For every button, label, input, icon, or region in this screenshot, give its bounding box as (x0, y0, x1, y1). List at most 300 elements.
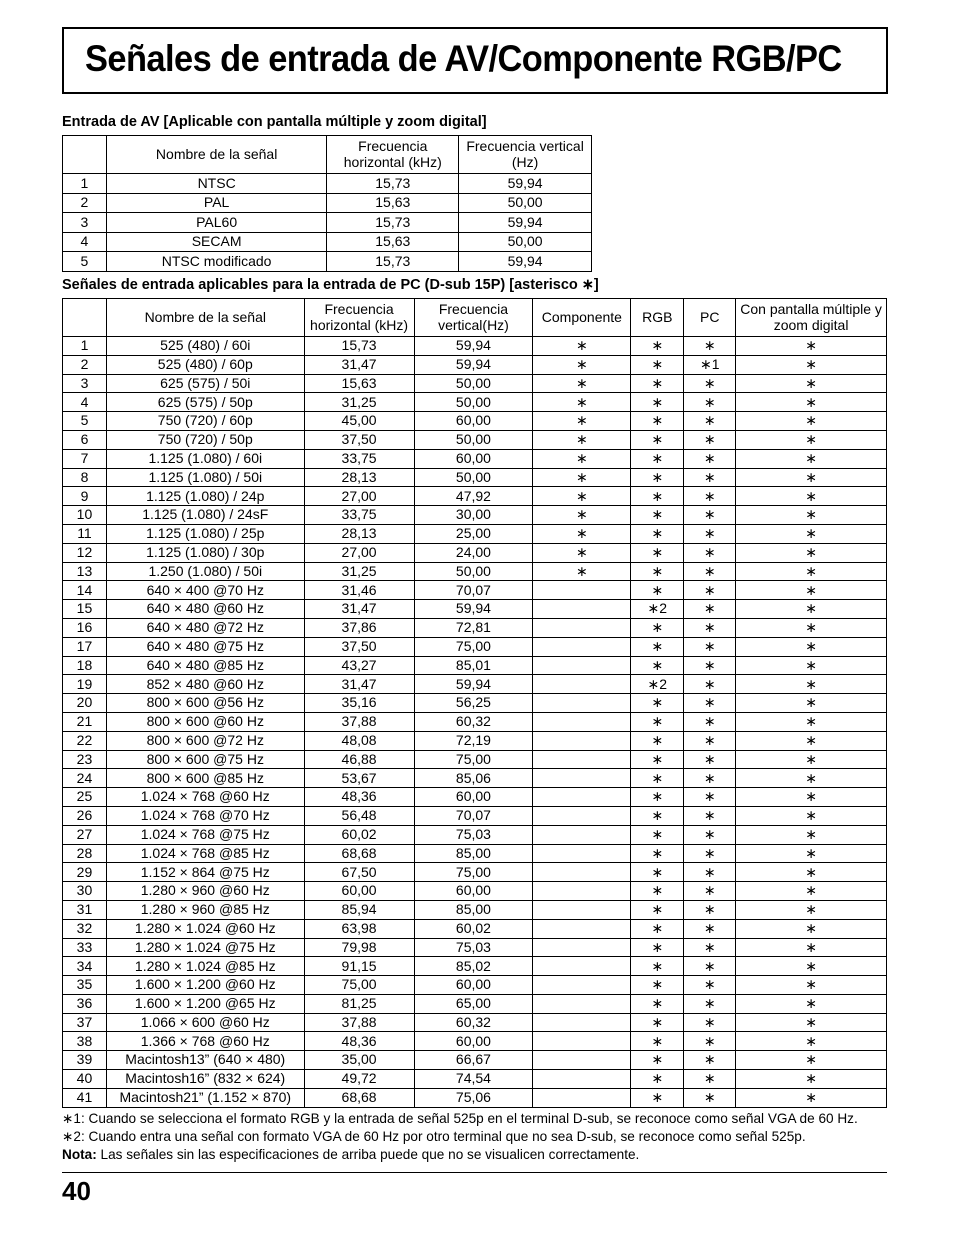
pc-table-cell: ∗ (631, 882, 684, 901)
pc-table-cell: ∗ (684, 1051, 736, 1070)
pc-table-cell: ∗ (631, 468, 684, 487)
pc-table-cell: ∗ (736, 844, 887, 863)
pc-table-cell: ∗ (684, 976, 736, 995)
pc-table-cell: 24,00 (414, 543, 533, 562)
pc-table-cell: ∗ (684, 562, 736, 581)
av-table-cell: 59,94 (459, 213, 592, 233)
pc-table-cell: 56,25 (414, 694, 533, 713)
pc-table-cell: 60,00 (414, 882, 533, 901)
pc-table-cell: ∗ (736, 863, 887, 882)
av-table-row (63, 193, 592, 213)
pc-table-cell: 1.066 × 600 @60 Hz (106, 1013, 304, 1032)
pc-table-cell: ∗ (736, 487, 887, 506)
pc-table-cell: 37 (63, 1013, 107, 1032)
pc-table-cell: ∗ (631, 355, 684, 374)
pc-table-cell: ∗ (736, 1032, 887, 1051)
pc-table-cell (533, 844, 631, 863)
pc-table-cell: 41 (63, 1088, 107, 1107)
pc-table-cell: ∗ (631, 581, 684, 600)
av-header-cell: Nombre de la señal (106, 136, 327, 174)
pc-table-cell: 5 (63, 412, 107, 431)
pc-table-cell: 10 (63, 506, 107, 525)
pc-table-cell: ∗ (533, 468, 631, 487)
av-table-cell: SECAM (106, 232, 327, 252)
pc-table-row (63, 694, 887, 713)
pc-table-cell: ∗ (631, 656, 684, 675)
pc-table-cell: ∗ (736, 393, 887, 412)
pc-header-cell: Nombre de la señal (106, 299, 304, 337)
pc-table-cell: 33,75 (304, 506, 414, 525)
pc-table-cell: 12 (63, 543, 107, 562)
pc-table-cell: ∗ (736, 788, 887, 807)
pc-table-cell: 750 (720) / 50p (106, 430, 304, 449)
pc-table-cell: 1.125 (1.080) / 25p (106, 524, 304, 543)
pc-table-cell: ∗ (684, 524, 736, 543)
pc-table-cell: 81,25 (304, 994, 414, 1013)
pc-table-cell: Macintosh13” (640 × 480) (106, 1051, 304, 1070)
pc-table-cell: ∗ (684, 882, 736, 901)
pc-table-cell: 75,06 (414, 1088, 533, 1107)
pc-table-cell: 17 (63, 637, 107, 656)
pc-table-cell: ∗ (736, 882, 887, 901)
pc-table-cell: 60,00 (414, 412, 533, 431)
pc-table-cell: ∗ (684, 618, 736, 637)
pc-table-cell: 29 (63, 863, 107, 882)
pc-table-cell: ∗ (631, 694, 684, 713)
pc-table-cell: 1.280 × 960 @85 Hz (106, 900, 304, 919)
av-table-cell: 15,63 (327, 193, 459, 213)
av-table-cell: 15,73 (327, 252, 459, 272)
pc-table-cell: ∗ (736, 750, 887, 769)
pc-table-cell: 13 (63, 562, 107, 581)
pc-table-row (63, 1088, 887, 1107)
pc-table-cell: ∗ (736, 1013, 887, 1032)
pc-table-cell: 45,00 (304, 412, 414, 431)
pc-table-cell: 28 (63, 844, 107, 863)
pc-table-row (63, 882, 887, 901)
page-number: 40 (62, 1176, 91, 1206)
footnote-nota (62, 1147, 639, 1162)
pc-table-cell (533, 994, 631, 1013)
pc-table-cell (533, 731, 631, 750)
pc-table-row (63, 957, 887, 976)
pc-table-cell: 22 (63, 731, 107, 750)
pc-table-cell: 60,00 (414, 449, 533, 468)
pc-table-cell: 1.125 (1.080) / 24p (106, 487, 304, 506)
pc-table-cell: ∗1 (684, 355, 736, 374)
pc-table-row (63, 374, 887, 393)
pc-table-cell: 1 (63, 337, 107, 356)
pc-table-cell: 15,63 (304, 374, 414, 393)
pc-table-cell: 60,00 (414, 976, 533, 995)
pc-table-row (63, 788, 887, 807)
pc-table-cell: 1.600 × 1.200 @65 Hz (106, 994, 304, 1013)
pc-table-cell: 75,00 (414, 637, 533, 656)
pc-table-cell: 31,25 (304, 393, 414, 412)
pc-table-cell: 46,88 (304, 750, 414, 769)
pc-table-cell: 640 × 480 @60 Hz (106, 600, 304, 619)
pc-table-cell: 1.024 × 768 @75 Hz (106, 825, 304, 844)
pc-table-cell: ∗ (736, 1070, 887, 1089)
pc-table-cell: 63,98 (304, 919, 414, 938)
pc-table-row (63, 1032, 887, 1051)
page-title: Señales de entrada de AV/Componente RGB/PC (85, 38, 842, 79)
pc-table-cell (533, 882, 631, 901)
pc-table-cell: ∗ (684, 1013, 736, 1032)
pc-table-cell: ∗ (684, 600, 736, 619)
pc-table-cell: 74,54 (414, 1070, 533, 1089)
pc-table-row (63, 919, 887, 938)
pc-table-cell: ∗ (631, 806, 684, 825)
pc-table-cell: 37,50 (304, 430, 414, 449)
pc-table-cell: ∗ (684, 487, 736, 506)
av-table-row (63, 213, 592, 233)
pc-table-cell: ∗ (736, 806, 887, 825)
pc-table-cell: ∗ (736, 449, 887, 468)
pc-table-cell: ∗ (684, 1088, 736, 1107)
pc-table-cell: ∗ (684, 543, 736, 562)
pc-table-cell: 43,27 (304, 656, 414, 675)
pc-table-row (63, 731, 887, 750)
pc-table-row (63, 976, 887, 995)
pc-table-cell: 53,67 (304, 769, 414, 788)
nota-label: Nota: (62, 1147, 97, 1162)
pc-table-cell (533, 618, 631, 637)
pc-table-cell: ∗ (631, 487, 684, 506)
pc-table-cell: ∗ (684, 337, 736, 356)
av-table-cell: 2 (63, 193, 107, 213)
pc-table-cell: ∗ (736, 637, 887, 656)
pc-table-cell (533, 1051, 631, 1070)
pc-table-cell: 47,92 (414, 487, 533, 506)
av-table-caption: Entrada de AV [Aplicable con pantalla múltiple y zoom digital] (62, 114, 487, 130)
pc-table-cell: 15 (63, 600, 107, 619)
pc-table-cell: ∗ (684, 900, 736, 919)
pc-table-cell: ∗ (631, 430, 684, 449)
av-table-cell: 15,73 (327, 213, 459, 233)
nota-text: Las señales sin las especificaciones de arriba puede que no se visualicen correctamente. (96, 1147, 640, 1162)
av-table-row (63, 174, 592, 194)
pc-header-cell: PC (684, 299, 736, 337)
av-table-cell: 1 (63, 174, 107, 194)
pc-table-cell: ∗ (736, 430, 887, 449)
pc-table-row (63, 1013, 887, 1032)
pc-table-cell: 39 (63, 1051, 107, 1070)
pc-table-cell: 68,68 (304, 844, 414, 863)
pc-table-cell: ∗ (684, 675, 736, 694)
pc-table-cell: ∗ (736, 731, 887, 750)
pc-table-cell: ∗ (684, 1070, 736, 1089)
pc-table-cell: ∗ (533, 487, 631, 506)
footnote-2: ∗2: Cuando entra una señal con formato VGA de 60 Hz por otro terminal que no sea D-sub, se reconoce como señal 525p. (62, 1129, 806, 1144)
av-header-cell: Frecuencia horizontal (kHz) (327, 136, 459, 174)
pc-table-row (63, 825, 887, 844)
pc-table-cell: 85,94 (304, 900, 414, 919)
pc-table-cell: 70,07 (414, 581, 533, 600)
av-table-cell: 4 (63, 232, 107, 252)
pc-table-cell: 31 (63, 900, 107, 919)
pc-table-cell: ∗ (533, 449, 631, 468)
pc-table-cell: ∗ (736, 618, 887, 637)
pc-table-cell: ∗ (631, 957, 684, 976)
pc-table-cell: 50,00 (414, 468, 533, 487)
pc-table-cell: ∗ (736, 976, 887, 995)
pc-table-cell: ∗ (736, 355, 887, 374)
av-table-row (63, 252, 592, 272)
pc-table-cell: 85,00 (414, 844, 533, 863)
pc-table-cell: 27,00 (304, 487, 414, 506)
pc-table-cell: ∗ (736, 543, 887, 562)
pc-table-cell: 37,88 (304, 712, 414, 731)
pc-table-cell: ∗ (684, 468, 736, 487)
pc-table-cell: 1.280 × 1.024 @85 Hz (106, 957, 304, 976)
av-table-cell: 15,73 (327, 174, 459, 194)
pc-table-cell: 18 (63, 656, 107, 675)
pc-table-cell: 72,81 (414, 618, 533, 637)
av-table-cell: 59,94 (459, 174, 592, 194)
pc-table-cell: 60,00 (304, 882, 414, 901)
pc-table-cell: ∗ (736, 468, 887, 487)
pc-header-cell (63, 299, 107, 337)
pc-table-cell: 852 × 480 @60 Hz (106, 675, 304, 694)
pc-table-cell: ∗ (736, 562, 887, 581)
av-table-cell: 3 (63, 213, 107, 233)
pc-table-cell: 50,00 (414, 562, 533, 581)
pc-table-cell: ∗ (631, 863, 684, 882)
pc-table-cell: ∗ (631, 750, 684, 769)
pc-table-cell (533, 750, 631, 769)
pc-table-cell (533, 1032, 631, 1051)
pc-table-caption: Señales de entrada aplicables para la entrada de PC (D-sub 15P) [asterisco ∗] (62, 277, 599, 293)
pc-table-cell: ∗ (631, 1070, 684, 1089)
pc-table-cell: ∗ (684, 788, 736, 807)
pc-table-cell: 1.280 × 960 @60 Hz (106, 882, 304, 901)
av-table-cell: 59,94 (459, 252, 592, 272)
pc-table-cell: ∗ (533, 374, 631, 393)
pc-table-cell: 75,00 (414, 863, 533, 882)
pc-table-cell: ∗ (684, 938, 736, 957)
pc-table-cell: ∗ (631, 412, 684, 431)
pc-table-cell: ∗ (684, 694, 736, 713)
pc-table-cell: ∗ (533, 412, 631, 431)
pc-table-cell: ∗ (684, 844, 736, 863)
pc-table-row (63, 618, 887, 637)
pc-table-cell: ∗ (631, 449, 684, 468)
pc-table-cell: 75,03 (414, 938, 533, 957)
pc-table-cell: ∗ (684, 731, 736, 750)
pc-table-cell: 48,36 (304, 1032, 414, 1051)
pc-table-cell: 1.280 × 1.024 @60 Hz (106, 919, 304, 938)
pc-table-cell: 1.024 × 768 @60 Hz (106, 788, 304, 807)
av-table-cell: PAL (106, 193, 327, 213)
pc-table-cell: ∗ (736, 675, 887, 694)
pc-table-cell: 1.125 (1.080) / 30p (106, 543, 304, 562)
pc-table-cell: 70,07 (414, 806, 533, 825)
pc-table-row (63, 449, 887, 468)
pc-table-cell: ∗ (684, 374, 736, 393)
pc-table-cell: ∗ (736, 524, 887, 543)
pc-table-cell: ∗ (631, 562, 684, 581)
av-table-cell: NTSC modificado (106, 252, 327, 272)
pc-table-cell: ∗ (631, 788, 684, 807)
pc-table-cell: 6 (63, 430, 107, 449)
pc-table-cell (533, 825, 631, 844)
pc-table-cell: 625 (575) / 50i (106, 374, 304, 393)
pc-table-cell: 640 × 480 @75 Hz (106, 637, 304, 656)
pc-table-cell: ∗ (684, 449, 736, 468)
pc-table-cell (533, 1013, 631, 1032)
pc-table-cell (533, 581, 631, 600)
pc-table-row (63, 1070, 887, 1089)
av-table-cell: 15,63 (327, 232, 459, 252)
pc-table-cell: ∗ (631, 825, 684, 844)
pc-table-cell: ∗ (736, 581, 887, 600)
pc-table-cell: ∗ (684, 806, 736, 825)
pc-table-cell: 59,94 (414, 355, 533, 374)
pc-table-row (63, 543, 887, 562)
pc-table-cell: 33,75 (304, 449, 414, 468)
pc-table-cell: 31,46 (304, 581, 414, 600)
pc-table-cell: 67,50 (304, 863, 414, 882)
pc-table-row (63, 355, 887, 374)
pc-table-cell (533, 900, 631, 919)
pc-table-row (63, 863, 887, 882)
pc-table-cell: 750 (720) / 60p (106, 412, 304, 431)
pc-table-cell: 25 (63, 788, 107, 807)
pc-table-cell: ∗ (736, 656, 887, 675)
pc-table-cell: 60,32 (414, 712, 533, 731)
pc-table-cell: 27,00 (304, 543, 414, 562)
pc-table-cell: 49,72 (304, 1070, 414, 1089)
pc-table-cell: ∗ (631, 1088, 684, 1107)
pc-table-cell: 40 (63, 1070, 107, 1089)
pc-table-cell: ∗ (736, 957, 887, 976)
pc-table-cell (533, 919, 631, 938)
pc-table-cell: ∗ (631, 506, 684, 525)
av-table-cell: NTSC (106, 174, 327, 194)
pc-table-cell: 85,00 (414, 900, 533, 919)
pc-table-cell: 38 (63, 1032, 107, 1051)
pc-table-cell: ∗ (736, 374, 887, 393)
pc-table-cell: ∗ (684, 1032, 736, 1051)
pc-table-cell: ∗ (631, 637, 684, 656)
pc-table-cell: ∗ (631, 618, 684, 637)
pc-table-cell: ∗ (684, 581, 736, 600)
pc-table-cell: 50,00 (414, 430, 533, 449)
pc-table-row (63, 938, 887, 957)
pc-table-cell: 20 (63, 694, 107, 713)
pc-table-cell: ∗ (533, 524, 631, 543)
pc-table-cell: ∗ (736, 694, 887, 713)
pc-table-cell: 68,68 (304, 1088, 414, 1107)
pc-table-cell: ∗ (736, 994, 887, 1013)
pc-table-cell: 50,00 (414, 393, 533, 412)
pc-table-cell: ∗ (631, 337, 684, 356)
pc-table-cell: Macintosh16” (832 × 624) (106, 1070, 304, 1089)
av-header-cell: Frecuencia vertical (Hz) (459, 136, 592, 174)
pc-table-cell: 35,16 (304, 694, 414, 713)
pc-header-cell: Frecuencia horizontal (kHz) (304, 299, 414, 337)
pc-table-cell: ∗2 (631, 600, 684, 619)
pc-table-cell: 800 × 600 @56 Hz (106, 694, 304, 713)
pc-table-cell: 1.250 (1.080) / 50i (106, 562, 304, 581)
pc-table-row (63, 712, 887, 731)
pc-table-cell: 525 (480) / 60i (106, 337, 304, 356)
pc-table-row (63, 994, 887, 1013)
pc-table-row (63, 637, 887, 656)
pc-table-cell: 85,06 (414, 769, 533, 788)
pc-table-cell: ∗ (684, 919, 736, 938)
pc-table-cell: 60,00 (414, 788, 533, 807)
pc-table-cell: 11 (63, 524, 107, 543)
pc-table-cell: ∗ (684, 712, 736, 731)
pc-table-cell: 625 (575) / 50p (106, 393, 304, 412)
pc-table-cell: ∗ (533, 543, 631, 562)
pc-table-cell: 8 (63, 468, 107, 487)
pc-table-row (63, 430, 887, 449)
footer-divider (62, 1172, 887, 1173)
pc-table-cell: ∗ (736, 412, 887, 431)
pc-table-row (63, 750, 887, 769)
pc-table-row (63, 487, 887, 506)
pc-table-cell (533, 938, 631, 957)
pc-table-cell: 60,02 (304, 825, 414, 844)
pc-table-row (63, 468, 887, 487)
pc-table-cell: 85,01 (414, 656, 533, 675)
pc-table-cell: 34 (63, 957, 107, 976)
pc-table-cell: ∗ (631, 731, 684, 750)
pc-table-cell: 1.125 (1.080) / 50i (106, 468, 304, 487)
pc-header-cell: RGB (631, 299, 684, 337)
pc-table-row (63, 769, 887, 788)
pc-table-cell: 15,73 (304, 337, 414, 356)
av-signal-table (62, 135, 592, 272)
pc-table-cell: ∗ (684, 506, 736, 525)
pc-table-cell: ∗ (684, 430, 736, 449)
pc-table-cell: 28,13 (304, 468, 414, 487)
pc-table-cell: 23 (63, 750, 107, 769)
pc-table-cell: 79,98 (304, 938, 414, 957)
pc-table-cell: 65,00 (414, 994, 533, 1013)
footnote-1: ∗1: Cuando se selecciona el formato RGB y la entrada de señal 525p en el terminal D-sub, se reconoce como señal VGA de 60 Hz. (62, 1111, 858, 1126)
pc-table-cell: 800 × 600 @60 Hz (106, 712, 304, 731)
av-header-cell (63, 136, 107, 174)
pc-table-cell: ∗ (631, 393, 684, 412)
pc-table-cell: ∗ (631, 938, 684, 957)
pc-table-cell: ∗ (684, 825, 736, 844)
pc-table-cell: ∗ (631, 1032, 684, 1051)
pc-table-row (63, 393, 887, 412)
pc-table-cell: 31,47 (304, 600, 414, 619)
pc-table-cell: 800 × 600 @75 Hz (106, 750, 304, 769)
pc-table-cell: ∗ (736, 900, 887, 919)
pc-header-cell: Con pantalla múltiple y zoom digital (736, 299, 887, 337)
pc-table-cell: 3 (63, 374, 107, 393)
pc-table-cell (533, 600, 631, 619)
pc-table-cell: ∗ (684, 769, 736, 788)
pc-table-cell: ∗ (684, 750, 736, 769)
pc-table-cell: 56,48 (304, 806, 414, 825)
pc-table-cell: 36 (63, 994, 107, 1013)
pc-table-cell: 28,13 (304, 524, 414, 543)
pc-table-cell: ∗ (631, 900, 684, 919)
pc-table-cell: 2 (63, 355, 107, 374)
pc-table-cell (533, 976, 631, 995)
pc-table-cell: 59,94 (414, 675, 533, 694)
pc-table-cell: 32 (63, 919, 107, 938)
pc-table-row (63, 806, 887, 825)
pc-table-cell (533, 863, 631, 882)
